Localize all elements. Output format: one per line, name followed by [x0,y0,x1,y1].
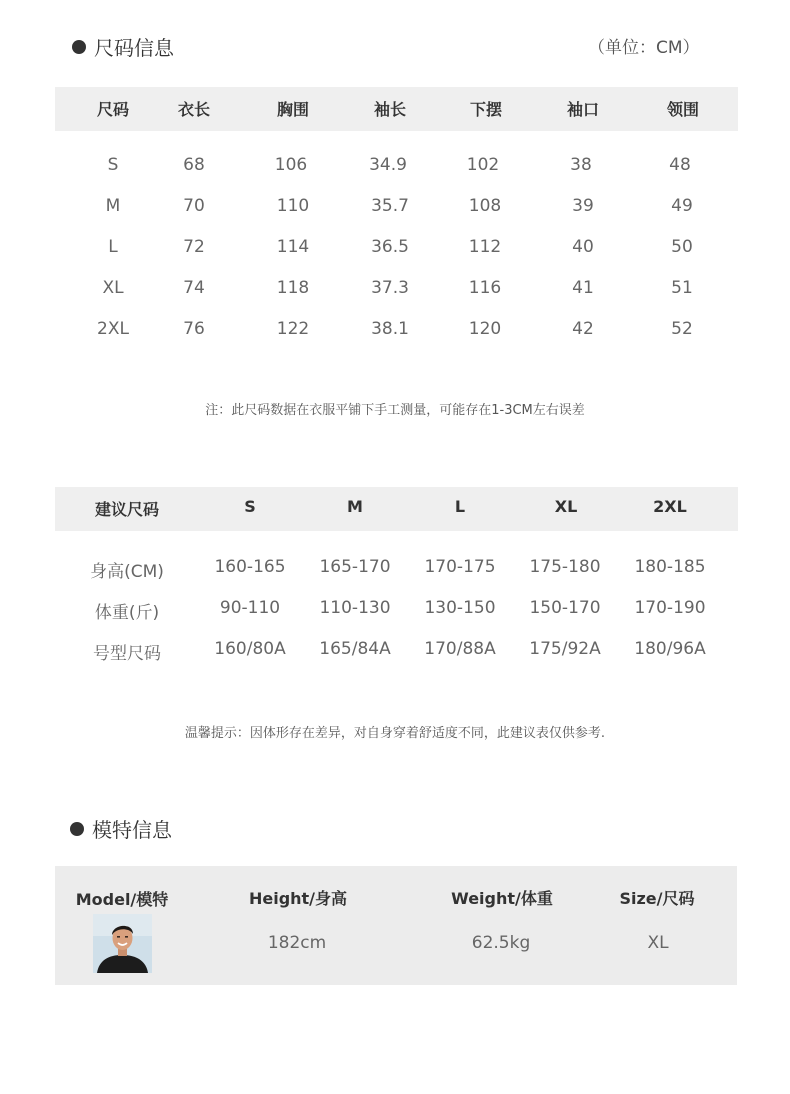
table-cell: 118 [276,278,310,298]
recommend-header-cell: XL [554,497,578,516]
table-cell: 165-170 [319,557,391,577]
model-header-cell: Size/尺码 [619,889,695,908]
table-cell: 175-180 [529,557,601,577]
size-section-title-text: 尺码信息 [94,36,174,60]
table-cell: 2XL [97,319,129,339]
table-cell: 72 [183,237,205,257]
table-cell: 116 [468,278,502,298]
model-header-cell: Weight/体重 [451,889,553,908]
size-header-cell: 衣长 [177,100,211,119]
model-size-value: XL [647,933,669,953]
table-cell: 180-185 [634,557,706,577]
recommend-table [55,0,738,680]
table-cell: 51 [671,278,693,298]
size-header-cell: 胸围 [276,100,310,119]
table-cell: 110-130 [319,598,391,618]
table-cell: 50 [671,237,693,257]
table-cell: 68 [183,155,205,175]
table-cell: 身高(CM) [90,562,164,582]
table-cell: 49 [671,196,693,216]
table-cell: 122 [276,319,310,339]
recommend-header-cell: S [244,497,256,516]
table-cell: 120 [468,319,502,339]
recommend-table-note: 温馨提示：因体形存在差异，对自身穿着舒适度不同，此建议表仅供参考. [184,726,606,741]
size-header-cell: 尺码 [96,100,130,119]
table-cell: 36.5 [371,237,409,257]
table-cell: 130-150 [424,598,496,618]
model-section-title-text: 模特信息 [92,818,172,842]
table-cell: 165/84A [319,639,391,659]
unit-label: （单位：CM） [588,38,700,58]
recommend-header-cell: 建议尺码 [94,500,160,519]
table-cell: 39 [572,196,594,216]
table-cell: 106 [274,155,308,175]
size-header-cell: 袖长 [373,100,407,119]
table-cell: 34.9 [369,155,407,175]
table-cell: XL [102,278,124,298]
table-cell: 180/96A [634,639,706,659]
bullet-dot-icon [70,822,84,836]
table-cell: M [105,196,121,216]
table-cell: 160/80A [214,639,286,659]
recommend-table-header-row [55,497,738,527]
table-row [55,557,738,587]
table-cell: 号型尺码 [93,644,161,664]
model-weight-value: 62.5kg [471,933,531,953]
table-cell: 114 [276,237,310,257]
model-info-panel [55,866,737,985]
table-cell: 38 [570,155,592,175]
model-header-cell: Height/身高 [248,889,348,908]
model-section-title [70,814,172,843]
table-cell: 48 [669,155,691,175]
table-cell: S [107,155,119,175]
table-cell: 90-110 [219,598,281,618]
table-cell: 160-165 [214,557,286,577]
table-cell: 35.7 [371,196,409,216]
model-photo [93,914,152,973]
table-cell: 74 [183,278,205,298]
table-cell: 175/92A [529,639,601,659]
model-height-value: 182cm [267,933,327,953]
table-cell: 102 [466,155,500,175]
table-cell: 41 [572,278,594,298]
table-cell: 76 [183,319,205,339]
recommend-header-cell: M [347,497,363,516]
size-header-cell: 领围 [666,100,700,119]
table-cell: 体重(斤) [94,603,160,623]
table-cell: 170/88A [424,639,496,659]
table-cell: 112 [468,237,502,257]
model-avatar-icon [93,914,152,973]
table-cell: 170-175 [424,557,496,577]
table-cell: 170-190 [634,598,706,618]
table-cell: L [108,237,118,257]
table-cell: 38.1 [371,319,409,339]
size-header-cell: 下摆 [469,100,503,119]
table-cell: 40 [572,237,594,257]
table-row [55,598,738,628]
table-cell: 52 [671,319,693,339]
table-cell: 110 [276,196,310,216]
recommend-header-cell: 2XL [653,497,687,516]
table-cell: 108 [468,196,502,216]
table-cell: 70 [183,196,205,216]
size-table-note: 注：此尺码数据在衣服平铺下手工测量，可能存在1-3CM左右误差 [205,403,585,418]
table-cell: 150-170 [529,598,601,618]
table-row [55,639,738,669]
model-header-cell: Model/模特 [75,890,169,909]
table-cell: 37.3 [371,278,409,298]
size-header-cell: 袖口 [566,100,600,119]
recommend-header-cell: L [454,497,466,516]
table-cell: 42 [572,319,594,339]
